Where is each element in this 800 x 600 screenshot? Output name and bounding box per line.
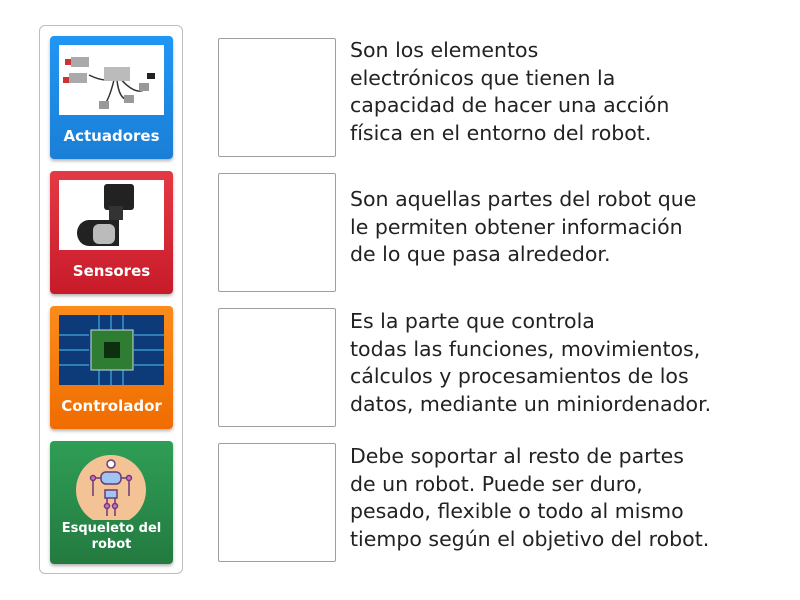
drop-zone-1[interactable] xyxy=(218,38,336,157)
drop-zone-3[interactable] xyxy=(218,308,336,427)
motion-sensor-image xyxy=(59,180,164,250)
robot-skeleton-image xyxy=(59,450,164,520)
description-4: Debe soportar al resto de partes de un robot. Puede ser duro, pesado, flexible o todo al mismo tiempo según el objetivo del robot. xyxy=(350,444,710,551)
description-3: Es la parte que controla todas las funciones, movimientos, cálculos y procesamientos de los datos, mediante un miniordenador. xyxy=(350,309,712,416)
drop-zone-2[interactable] xyxy=(218,173,336,292)
card-actuadores[interactable] xyxy=(50,36,173,159)
microchip-image xyxy=(59,315,164,385)
description-2: Son aquellas partes del robot que le permiten obtener información de lo que pasa alrededor. xyxy=(350,187,697,266)
description-1: Son los elementos electrónicos que tienen la capacidad de hacer una acción física en el entorno del robot. xyxy=(350,38,670,145)
card-label: Controlador xyxy=(61,397,162,415)
card-sensores[interactable] xyxy=(50,171,173,294)
card-esqueleto[interactable] xyxy=(50,441,173,564)
card-label: Actuadores xyxy=(63,127,160,145)
drop-zone-4[interactable] xyxy=(218,443,336,562)
card-controlador[interactable] xyxy=(50,306,173,429)
card-label: Esqueleto del robot xyxy=(61,521,162,552)
card-label: Sensores xyxy=(72,262,151,280)
lego-motors-image xyxy=(59,45,164,115)
